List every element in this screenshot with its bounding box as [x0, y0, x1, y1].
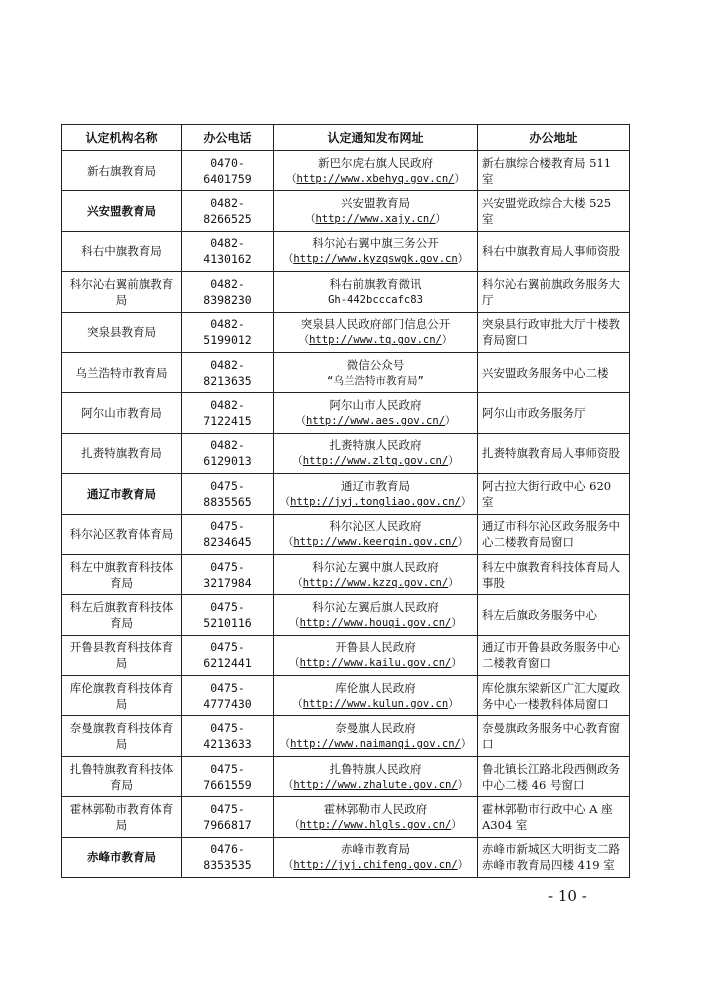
website-url-line	[278, 413, 473, 429]
office-address: 突泉县行政审批大厅十楼教育局窗口	[478, 312, 630, 352]
notice-website	[274, 595, 478, 635]
url-open-paren: （	[304, 213, 316, 226]
url-close-paren: ）	[451, 657, 462, 670]
website-name: 开鲁县人民政府	[335, 640, 416, 655]
url-open-paren: （	[295, 415, 306, 428]
website-url-line	[278, 251, 473, 267]
notice-website	[274, 837, 478, 877]
office-address: 科左中旗教育科技体育局人事股	[478, 554, 630, 594]
website-name: 科右前旗教育微讯	[329, 276, 422, 291]
notice-website	[274, 312, 478, 352]
table-row	[62, 433, 630, 473]
website-name: 扎赉特旗人民政府	[329, 438, 422, 453]
url-close-paren: ）	[460, 495, 472, 508]
website-url-line	[278, 494, 473, 510]
header-office-phone: 办公电话	[182, 125, 274, 151]
url-close-paren: ）	[460, 738, 472, 751]
table-body	[62, 151, 630, 878]
table-row	[62, 352, 630, 392]
office-address: 鲁北镇长江路北段西侧政务中心二楼 46 号窗口	[478, 756, 630, 796]
website-url[interactable]: http://www.hlgls.gov.cn/	[299, 818, 452, 831]
website-url[interactable]: http://www.kailu.gov.cn/	[299, 657, 452, 670]
notice-website	[274, 191, 478, 231]
page-number: - 10 -	[548, 887, 587, 905]
website-url[interactable]: http://www.kzzq.gov.cn/	[302, 576, 449, 589]
institution-name: 兴安盟教育局	[62, 191, 182, 231]
website-url[interactable]: http://www.houqi.gov.cn/	[299, 616, 452, 629]
website-url[interactable]: http://www.zltq.gov.cn/	[302, 455, 449, 468]
office-phone: 0482-8213635	[182, 352, 274, 392]
website-name: 霍林郭勒市人民政府	[323, 801, 428, 816]
institution-name: 科右中旗教育局	[62, 231, 182, 271]
office-phone: 0475-8835565	[182, 474, 274, 514]
office-address: 兴安盟党政综合大楼 525 室	[478, 191, 630, 231]
notice-website	[274, 393, 478, 433]
website-url-line	[278, 171, 473, 187]
office-phone: 0470-6401759	[182, 151, 274, 191]
website-url[interactable]: http://www.xbehyq.gov.cn/	[296, 172, 455, 185]
website-name: 通辽市教育局	[341, 478, 410, 493]
url-close-paren: ）	[451, 616, 462, 629]
notice-website	[274, 716, 478, 756]
office-address: 科左后旗政务服务中心	[478, 595, 630, 635]
website-url[interactable]: http://jyj.tongliao.gov.cn/	[290, 495, 461, 508]
url-close-paren: ）	[457, 859, 469, 872]
url-close-paren: ）	[448, 455, 459, 468]
table-row	[62, 676, 630, 716]
website-name: 扎鲁特旗人民政府	[329, 761, 422, 776]
website-url[interactable]: http://www.keerqin.gov.cn/	[293, 536, 458, 549]
office-phone: 0475-5210116	[182, 595, 274, 635]
institution-name: 通辽市教育局	[62, 474, 182, 514]
website-name: 科尔沁区人民政府	[329, 519, 422, 534]
url-open-paren: （	[289, 616, 300, 629]
office-phone: 0475-8234645	[182, 514, 274, 554]
institution-name: 霍林郭勒市教育体育局	[62, 797, 182, 837]
website-url-line	[278, 817, 473, 833]
notice-website	[274, 272, 478, 312]
table-row	[62, 635, 630, 675]
url-open-paren: （	[292, 697, 303, 710]
institution-name: 科左后旗教育科技体育局	[62, 595, 182, 635]
website-name: 新巴尔虎右旗人民政府	[318, 155, 433, 170]
url-open-paren: （	[282, 536, 294, 549]
office-phone: 0475-3217984	[182, 554, 274, 594]
notice-website	[274, 474, 478, 514]
table-row	[62, 151, 630, 191]
url-close-paren: ）	[441, 334, 453, 347]
website-name: 科尔沁右翼中旗三务公开	[312, 236, 439, 251]
website-name: 科尔沁左翼后旗人民政府	[312, 599, 439, 614]
table-row	[62, 191, 630, 231]
office-phone: 0482-6129013	[182, 433, 274, 473]
website-url[interactable]: http://www.zhalute.gov.cn/	[293, 778, 458, 791]
table-row	[62, 231, 630, 271]
institution-name: 科左中旗教育科技体育局	[62, 554, 182, 594]
office-address: 阿尔山市政务服务厅	[478, 393, 630, 433]
notice-website	[274, 554, 478, 594]
website-url[interactable]: http://www.kulun.gov.cn	[302, 697, 449, 710]
office-phone: 0475-7661559	[182, 756, 274, 796]
notice-website	[274, 756, 478, 796]
notice-website	[274, 352, 478, 392]
website-url-line	[278, 655, 473, 671]
website-name: 奈曼旗人民政府	[335, 721, 416, 736]
website-name: 赤峰市教育局	[341, 842, 410, 857]
table-header	[62, 125, 630, 151]
office-phone: 0475-4213633	[182, 716, 274, 756]
url-close-paren: ）	[457, 253, 469, 266]
url-close-paren: ）	[454, 172, 466, 185]
institution-name: 乌兰浩特市教育局	[62, 352, 182, 392]
url-open-paren: （	[282, 859, 294, 872]
url-open-paren: （	[289, 818, 300, 831]
url-close-paren: ）	[457, 536, 469, 549]
office-phone: 0482-8398230	[182, 272, 274, 312]
website-name: 阿尔山市人民政府	[329, 398, 422, 413]
url-open-paren: （	[298, 334, 310, 347]
table-row	[62, 514, 630, 554]
institution-name: 扎赉特旗教育局	[62, 433, 182, 473]
website-name: 库伦旗人民政府	[335, 680, 416, 695]
notice-website	[274, 635, 478, 675]
header-notice-website: 认定通知发布网址	[274, 125, 478, 151]
website-url-line	[278, 292, 473, 308]
website-url-line	[278, 211, 473, 227]
office-address: 新右旗综合楼教育局 511 室	[478, 151, 630, 191]
website-url[interactable]: http://www.aes.gov.cn/	[305, 415, 446, 428]
office-phone: 0482-4130162	[182, 231, 274, 271]
notice-website	[274, 514, 478, 554]
url-open-paren: （	[289, 657, 300, 670]
website-name: 突泉县人民政府部门信息公开	[300, 317, 451, 332]
website-url[interactable]: http://jyj.chifeng.gov.cn/	[293, 859, 458, 872]
office-phone: 0475-6212441	[182, 635, 274, 675]
notice-website	[274, 151, 478, 191]
website-url-line	[278, 696, 473, 712]
office-address: 兴安盟政务服务中心二楼	[478, 352, 630, 392]
table-row	[62, 837, 630, 877]
office-address: 科尔沁右翼前旗政务服务大厅	[478, 272, 630, 312]
url-close-paren: ）	[448, 576, 459, 589]
notice-website	[274, 433, 478, 473]
website-url[interactable]: http://www.naimanqi.gov.cn/	[290, 738, 461, 751]
url-close-paren: ）	[435, 213, 447, 226]
office-address: 通辽市科尔沁区政务服务中心二楼教育局窗口	[478, 514, 630, 554]
url-close-paren: ）	[448, 697, 459, 710]
website-url-line	[278, 736, 473, 752]
url-open-paren: （	[285, 172, 297, 185]
institution-name: 扎鲁特旗教育科技体育局	[62, 756, 182, 796]
office-phone: 0475-7966817	[182, 797, 274, 837]
office-address: 阿古拉大街行政中心 620 室	[478, 474, 630, 514]
institution-name: 突泉县教育局	[62, 312, 182, 352]
office-address: 赤峰市新城区大明街支二路赤峰市教育局四楼 419 室	[478, 837, 630, 877]
website-url-line	[278, 777, 473, 793]
website-url[interactable]: http://www.kyzqswgk.gov.cn	[293, 253, 458, 266]
website-url[interactable]: http://www.xajy.cn/	[315, 213, 436, 226]
table-row	[62, 797, 630, 837]
website-url-line	[278, 373, 473, 389]
institution-name: 科尔沁区教育体育局	[62, 514, 182, 554]
institution-name: 新右旗教育局	[62, 151, 182, 191]
institution-name: 赤峰市教育局	[62, 837, 182, 877]
office-phone: 0482-8266525	[182, 191, 274, 231]
office-address: 库伦旗东梁新区广汇大厦政务中心一楼教科体局窗口	[478, 676, 630, 716]
office-address: 奈曼旗政务服务中心教育窗口	[478, 716, 630, 756]
institution-name: 开鲁县教育科技体育局	[62, 635, 182, 675]
website-name: 微信公众号	[346, 357, 405, 372]
notice-website	[274, 676, 478, 716]
office-address: 通辽市开鲁县政务服务中心二楼教育窗口	[478, 635, 630, 675]
institution-name: 奈曼旗教育科技体育局	[62, 716, 182, 756]
website-name: 兴安盟教育局	[341, 196, 410, 211]
url-open-paren: （	[292, 455, 303, 468]
website-url-line	[278, 575, 473, 591]
table-row	[62, 393, 630, 433]
website-url: Gh-442bcccafc83	[328, 293, 423, 306]
table-row	[62, 756, 630, 796]
website-url-line	[278, 332, 473, 348]
table-row	[62, 554, 630, 594]
table-row	[62, 595, 630, 635]
url-open-paren: （	[279, 495, 291, 508]
office-phone: 0475-4777430	[182, 676, 274, 716]
office-address: 科右中旗教育局人事师资股	[478, 231, 630, 271]
header-office-address: 办公地址	[478, 125, 630, 151]
website-url-line	[278, 615, 473, 631]
institution-name: 科尔沁右翼前旗教育局	[62, 272, 182, 312]
institution-name: 阿尔山市教育局	[62, 393, 182, 433]
website-url-line	[278, 534, 473, 550]
header-institution-name: 认定机构名称	[62, 125, 182, 151]
office-phone: 0482-7122415	[182, 393, 274, 433]
certification-institutions-table	[61, 124, 630, 878]
table-row	[62, 716, 630, 756]
header-row	[62, 125, 630, 151]
url-close-paren: ）	[445, 415, 456, 428]
table-row	[62, 474, 630, 514]
table-row	[62, 312, 630, 352]
url-close-paren: ）	[457, 778, 469, 791]
website-url[interactable]: http://www.tq.gov.cn/	[309, 334, 442, 347]
table-row	[62, 272, 630, 312]
url-open-paren: （	[282, 778, 294, 791]
institution-name: 库伦旗教育科技体育局	[62, 676, 182, 716]
url-open-paren: （	[282, 253, 294, 266]
notice-website	[274, 231, 478, 271]
office-address: 扎赉特旗教育局人事师资股	[478, 433, 630, 473]
office-address: 霍林郭勒市行政中心 A 座 A304 室	[478, 797, 630, 837]
url-open-paren: （	[292, 576, 303, 589]
website-name: 科尔沁左翼中旗人民政府	[312, 559, 439, 574]
office-phone: 0482-5199012	[182, 312, 274, 352]
office-phone: 0476-8353535	[182, 837, 274, 877]
url-open-paren: （	[279, 738, 291, 751]
website-url-line	[278, 857, 473, 873]
website-url: “乌兰浩特市教育局”	[327, 374, 424, 387]
url-close-paren: ）	[451, 818, 462, 831]
website-url-line	[278, 453, 473, 469]
notice-website	[274, 797, 478, 837]
